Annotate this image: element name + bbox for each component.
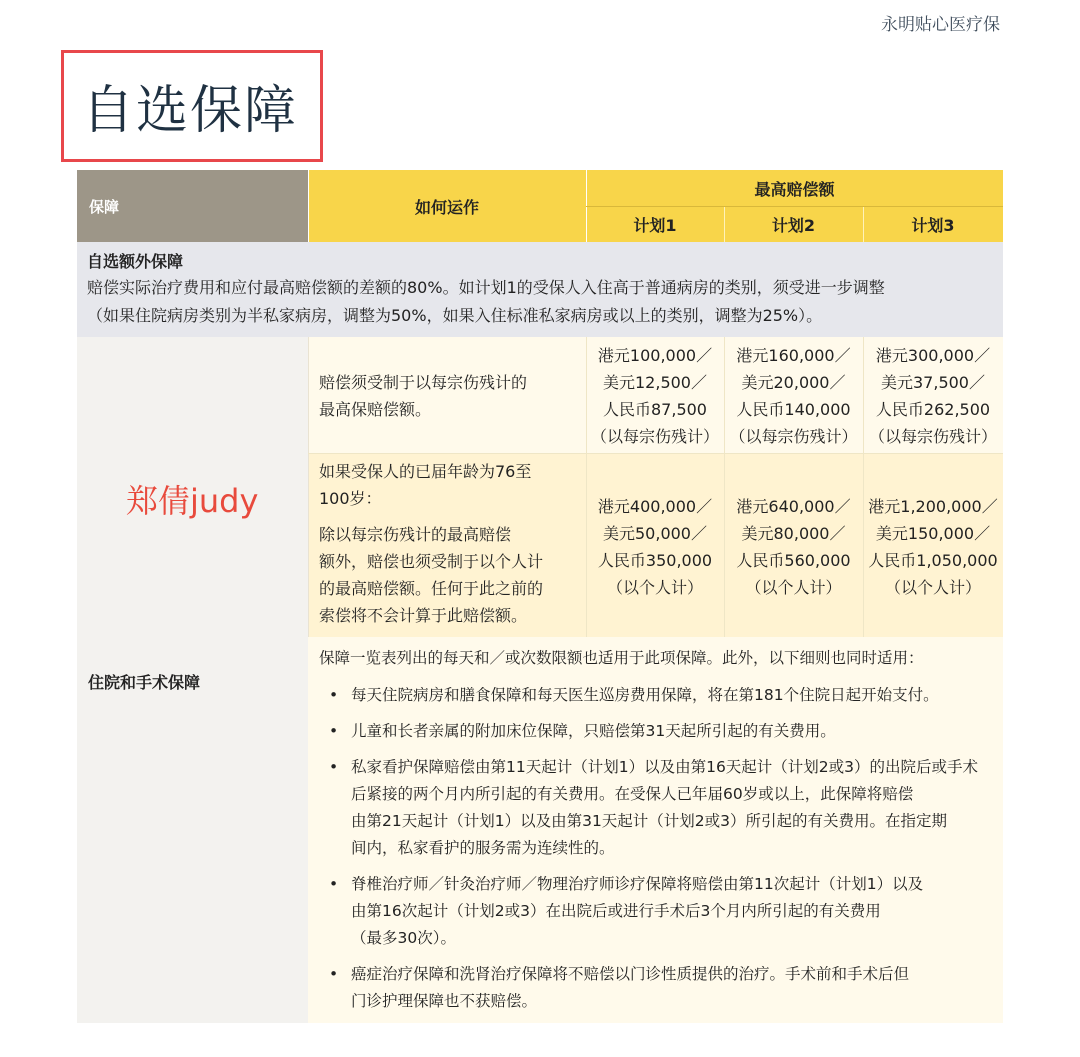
row2-plan2-usd: 美元80,000／ <box>741 524 846 543</box>
bullet-mark: • <box>329 758 339 776</box>
section-title: 自选额外保障 <box>87 252 184 271</box>
bullet-line: 门诊护理保障也不获赔偿。 <box>351 992 538 1010</box>
hospital-details <box>308 637 1003 1023</box>
row2-how-line: 100岁： <box>319 489 382 508</box>
bullet-line: 由第16次起计（计划2或3）在出院后或进行手术后3个月内所引起的有关费用 <box>351 902 881 920</box>
row2-plan3-rmb: 人民币1,050,000 <box>868 551 998 570</box>
row2-how-line: 除以每宗伤残计的最高赔偿 <box>319 525 512 544</box>
bullet-line: 儿童和长者亲属的附加床位保障，只赔偿第31天起所引起的有关费用。 <box>351 722 836 740</box>
bullet-line: 私家看护保障赔偿由第11天起计（计划1）以及由第16天起计（计划2或3）的出院后或手术 <box>351 758 979 776</box>
page-title: 自选保障 <box>82 81 299 141</box>
hospital-bullet-list <box>319 682 993 1015</box>
bullet-line: 每天住院病房和膳食保障和每天医生巡房费用保障，将在第181个住院日起开始支付。 <box>351 686 939 704</box>
row2-how-line: 如果受保人的已届年龄为76至 <box>319 462 532 481</box>
list-item <box>319 871 993 952</box>
row1-plan1-note: （以每宗伤残计） <box>590 427 719 446</box>
list-item <box>319 961 993 1015</box>
header-coverage <box>77 170 308 242</box>
bullet-mark: • <box>329 875 339 893</box>
plan-2-label: 计划2 <box>771 216 816 235</box>
row2-plan2-rmb: 人民币560,000 <box>736 551 851 570</box>
row1-plan1-usd: 美元12,500／ <box>603 373 707 392</box>
row1-plan3-rmb: 人民币262,500 <box>875 400 991 419</box>
bullet-line: 间内，私家看护的服务需为连续性的。 <box>351 839 615 857</box>
row2-how-line: 的最高赔偿额。任何于此之前的 <box>319 579 544 598</box>
row2-how <box>308 453 586 637</box>
row1-plan2-note: （以每宗伤残计） <box>729 427 858 446</box>
bullet-mark: • <box>329 722 339 740</box>
plan-3-label: 计划3 <box>911 216 955 235</box>
coverage-table <box>77 170 1003 1023</box>
row1-plan2-hkd: 港元160,000／ <box>736 346 851 365</box>
bullet-mark: • <box>329 686 339 704</box>
row2-plan1-hkd: 港元400,000／ <box>597 497 713 516</box>
row2-how-line: 额外，赔偿也须受制于以个人计 <box>319 552 544 571</box>
header-max-benefit <box>586 170 1003 207</box>
row1-plan2 <box>724 337 863 453</box>
row2-plan3-usd: 美元150,000／ <box>875 524 991 543</box>
row2-plan3-note: （以个人计） <box>884 578 981 597</box>
plan-1-label: 计划1 <box>633 216 677 235</box>
row2-plan2-note: （以个人计） <box>745 578 842 597</box>
header-plan-1 <box>586 207 724 242</box>
bullet-line: 后紧接的两个月内所引起的有关费用。在受保人已年届60岁或以上，此保障将赔偿 <box>351 785 914 803</box>
row1-plan2-usd: 美元20,000／ <box>741 373 846 392</box>
row2-plan1-note: （以个人计） <box>606 578 703 597</box>
bullet-line: （最多30次）。 <box>351 929 456 947</box>
row1-plan1-rmb: 人民币87,500 <box>603 400 707 419</box>
list-item <box>319 754 993 862</box>
row2-plan3-hkd: 港元1,200,000／ <box>868 497 998 516</box>
bullet-line: 癌症治疗保障和洗肾治疗保障将不赔偿以门诊性质提供的治疗。手术前和手术后但 <box>351 965 910 983</box>
header-coverage-label: 保障 <box>89 197 120 216</box>
row1-plan1 <box>586 337 724 453</box>
section-optional-extra <box>77 242 1003 337</box>
section-desc-line-1: 赔偿实际治疗费用和应付最高赔偿额的差额的80%。如计划1的受保人入住高于普通病房的类别，须受进一步调整 <box>87 278 885 297</box>
bullet-line: 由第21天起计（计划1）以及由第31天起计（计划2或3）所引起的有关费用。在指定期 <box>351 812 948 830</box>
list-item <box>319 682 993 709</box>
watermark-text: 郑倩judy <box>126 482 259 520</box>
bullet-mark: • <box>329 965 339 983</box>
row2-plan1-rmb: 人民币350,000 <box>597 551 713 570</box>
row2-plan1 <box>586 453 724 637</box>
list-item <box>319 718 993 745</box>
bullet-line: 脊椎治疗师／针灸治疗师／物理治疗师诊疗保障将赔偿由第11次起计（计划1）以及 <box>351 875 924 893</box>
row1-plan3-note: （以每宗伤残计） <box>868 427 997 446</box>
row2-plan2 <box>724 453 863 637</box>
row1-how-line: 最高保赔偿额。 <box>319 400 432 419</box>
section-desc-line-2: （如果住院病房类别为半私家病房，调整为50%，如果入住标准私家病房或以上的类别，调整为25%）。 <box>87 306 823 325</box>
header-plan-2 <box>724 207 863 242</box>
header-how-label: 如何运作 <box>414 197 479 217</box>
row2-plan1-usd: 美元50,000／ <box>603 524 707 543</box>
row1-plan3 <box>863 337 1003 453</box>
header-max-label: 最高赔偿额 <box>754 180 835 199</box>
row1-plan2-rmb: 人民币140,000 <box>736 400 851 419</box>
row1-plan1-hkd: 港元100,000／ <box>597 346 713 365</box>
row2-plan2-hkd: 港元640,000／ <box>736 497 851 516</box>
hospital-intro: 保障一览表列出的每天和／或次数限额也适用于此项保障。此外，以下细则也同时适用： <box>319 649 924 667</box>
brand-name: 永明贴心医疗保 <box>881 15 1000 35</box>
row1-plan3-usd: 美元37,500／ <box>881 373 985 392</box>
hospital-label-cell <box>88 670 298 693</box>
header-how <box>308 170 586 242</box>
row1-how <box>308 337 586 453</box>
row1-how-line: 赔偿须受制于以每宗伤残计的 <box>319 373 528 392</box>
hospital-label: 住院和手术保障 <box>88 673 201 692</box>
row1-plan3-hkd: 港元300,000／ <box>875 346 991 365</box>
header-plan-3 <box>863 207 1003 242</box>
row2-how-line: 索偿将不会计算于此赔偿额。 <box>319 606 528 625</box>
row2-plan3 <box>863 453 1003 637</box>
